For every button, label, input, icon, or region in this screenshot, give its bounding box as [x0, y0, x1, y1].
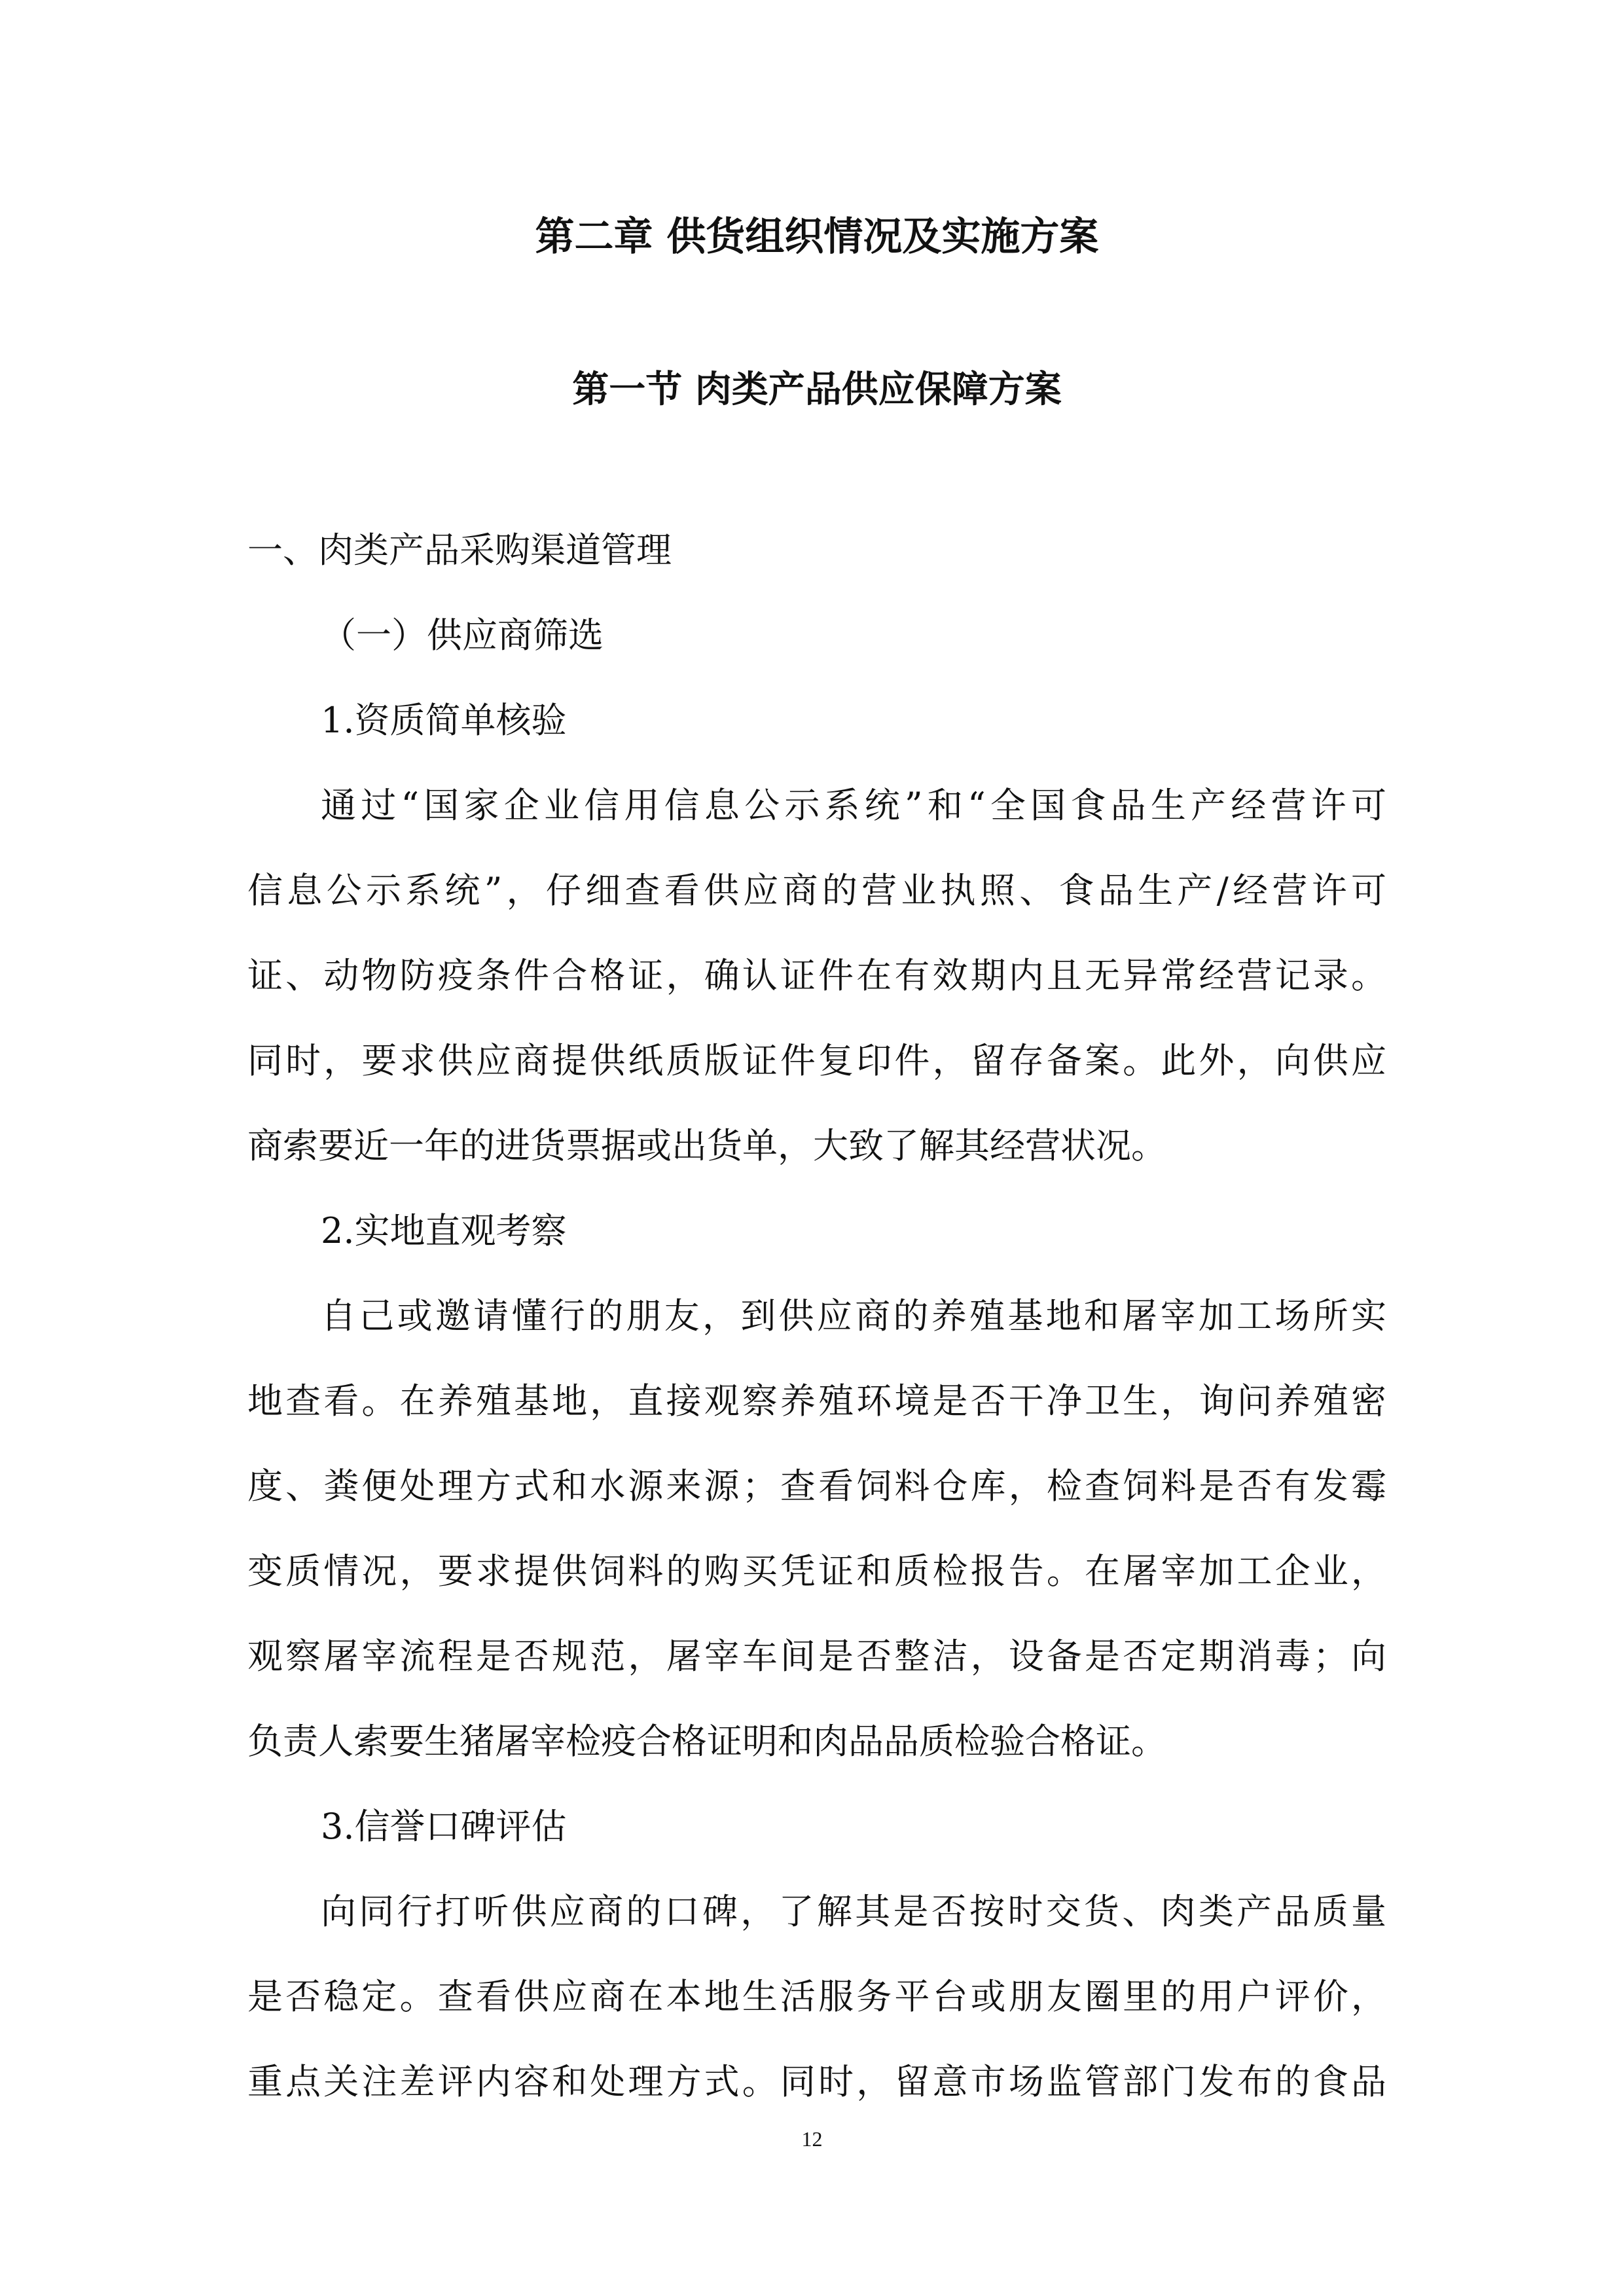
item-3-title: 3.信誉口碑评估 — [321, 1806, 567, 1847]
heading-level-2: （一）供应商筛选 — [321, 615, 604, 656]
paragraph-line: 通过“国家企业信用信息公示系统”和“全国食品生产经营许可 — [321, 785, 1386, 826]
paragraph-line: 是否稳定。查看供应商在本地生活服务平台或朋友圈里的用户评价， — [247, 1976, 1386, 2017]
paragraph-line: 地查看。在养殖基地，直接观察养殖环境是否干净卫生，询问养殖密 — [247, 1380, 1386, 1422]
paragraph-line: 自己或邀请懂行的朋友，到供应商的养殖基地和屠宰加工场所实 — [321, 1295, 1386, 1336]
chapter-title: 第二章 供货组织情况及实施方案 — [535, 214, 1099, 260]
section-title: 第一节 肉类产品供应保障方案 — [572, 368, 1062, 411]
paragraph-line: 观察屠宰流程是否规范，屠宰车间是否整洁，设备是否定期消毒；向 — [247, 1636, 1386, 1677]
paragraph-line: 商索要近一年的进货票据或出货单，大致了解其经营状况。 — [247, 1125, 1166, 1166]
page-number: 12 — [801, 2127, 823, 2151]
paragraph-line: 负责人索要生猪屠宰检疫合格证明和肉品品质检验合格证。 — [247, 1721, 1166, 1762]
item-2-title: 2.实地直观考察 — [321, 1210, 567, 1251]
paragraph-line: 向同行打听供应商的口碑，了解其是否按时交货、肉类产品质量 — [321, 1891, 1386, 1932]
paragraph-line: 同时，要求供应商提供纸质版证件复印件，留存备案。此外，向供应 — [247, 1040, 1386, 1081]
item-1-title: 1.资质简单核验 — [321, 700, 567, 741]
paragraph-line: 度、粪便处理方式和水源来源；查看饲料仓库，检查饲料是否有发霉 — [247, 1465, 1386, 1507]
paragraph-line: 证、动物防疫条件合格证，确认证件在有效期内且无异常经营记录。 — [247, 955, 1386, 996]
paragraph-line: 重点关注差评内容和处理方式。同时，留意市场监管部门发布的食品 — [247, 2061, 1386, 2102]
paragraph-line: 信息公示系统”，仔细查看供应商的营业执照、食品生产/经营许可 — [247, 870, 1386, 911]
paragraph-line: 变质情况，要求提供饲料的购买凭证和质检报告。在屠宰加工企业， — [247, 1551, 1386, 1592]
heading-level-1: 一、肉类产品采购渠道管理 — [247, 529, 672, 571]
body-text — [247, 508, 1386, 2125]
